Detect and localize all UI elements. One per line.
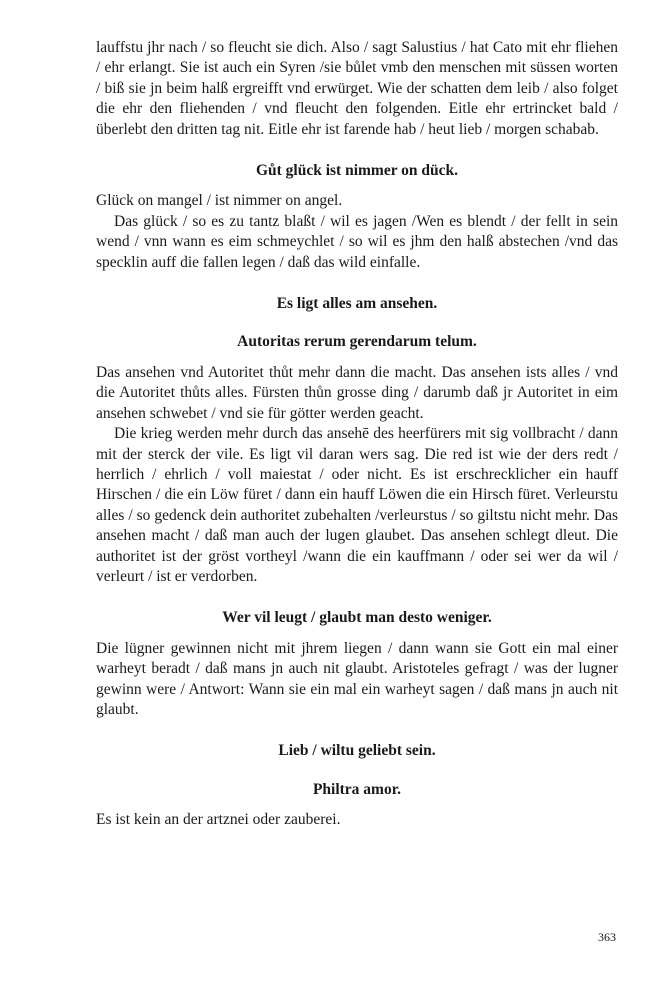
heading-lieb: Lieb / wiltu geliebt sein. [278, 742, 436, 760]
heading-luegen: Wer vil leugt / glaubt man desto weniger. [222, 609, 492, 627]
heading-ansehen: Es ligt alles am ansehen. [276, 295, 438, 313]
page-body [96, 38, 618, 831]
intro-paragraph: lauffstu jhr nach / so fleucht sie dich. Also / sagt Salustius / hat Cato mit ehr fliehen / ehr erlangt. Sie ist auch ein Syren /sie bůlet vmb den menschen mit süssen worten / biß sie jn beim halß ergreifft vnd erwürget. Wie der schatten dem leib / also folget die ehr den fliehenden / vnd fleucht den folgenden. Eitle ehr ertrincket bald / überlebt den dritten tag nit. Eitle ehr ist farende hab / heut lieb / morgen schabab. [96, 39, 618, 138]
page-number: 363 [598, 930, 616, 944]
glueck-proverb: Glück on mangel / ist nimmer on angel. [96, 192, 343, 210]
subheading-lieb: Philtra amor. [312, 780, 402, 798]
ansehen-paragraph-1: Das ansehen vnd Autoritet thůt mehr dann die macht. Das ansehen ists alles / vnd die Autoritet thůts alles. Fürsten thůn grosse ding / darumb daß jr Autoritet in eim ansehen schwebet / vnd sie für götter werden geacht. [96, 363, 618, 422]
luegen-paragraph: Die lügner gewinnen nicht mit jhrem liegen / dann wann sie Gott ein mal einer warheyt beradt / daß mans jn auch nit glaubt. Aristoteles gefragt / was der lugner gewinn were / Antwort: Wann sie ein mal ein warheyt sagen / daß mans jn auch nit glaubt. [96, 639, 618, 718]
ansehen-paragraph-2: Die krieg werden mehr durch das ansehē des heerfürers mit sig vollbracht / dann mit der sterck der vile. Es ligt vil daran wers sag. Die red ist wie der ders redt / herrlich / ehrlich / voll maiestat / oder nicht. Es ist erschrecklicher ein hauff Hirschen / die ein Löw füret / dann ein hauff Löwen die ein Hirsch füret. Verleurstu alles / so gedenck dein authoritet zubehalten /verleurstus / so giltstu nicht mehr. Das ansehen macht / daß man auch der lugen glaubet. Das ansehen schlegt dleut. Die authoritet ist der gröst vortheyl /wann die ein kauffmann / oder sei wer da wil / verleurt / ist er verdorben. [96, 425, 618, 585]
lieb-paragraph: Es ist kein an der artznei oder zauberei. [96, 811, 341, 829]
subheading-ansehen: Autoritas rerum gerendarum telum. [237, 333, 477, 351]
heading-glueck: Gůt glück ist nimmer on dück. [255, 162, 459, 180]
glueck-paragraph: Das glück / so es zu tantz blaßt / wil es jagen /Wen es blendt / der fellt in sein wend / vnn wann es eim schmeychlet / so wil es jhm den halß abstechen /vnd das specklin auff die fallen legen / daß das wild einfalle. [96, 212, 618, 271]
